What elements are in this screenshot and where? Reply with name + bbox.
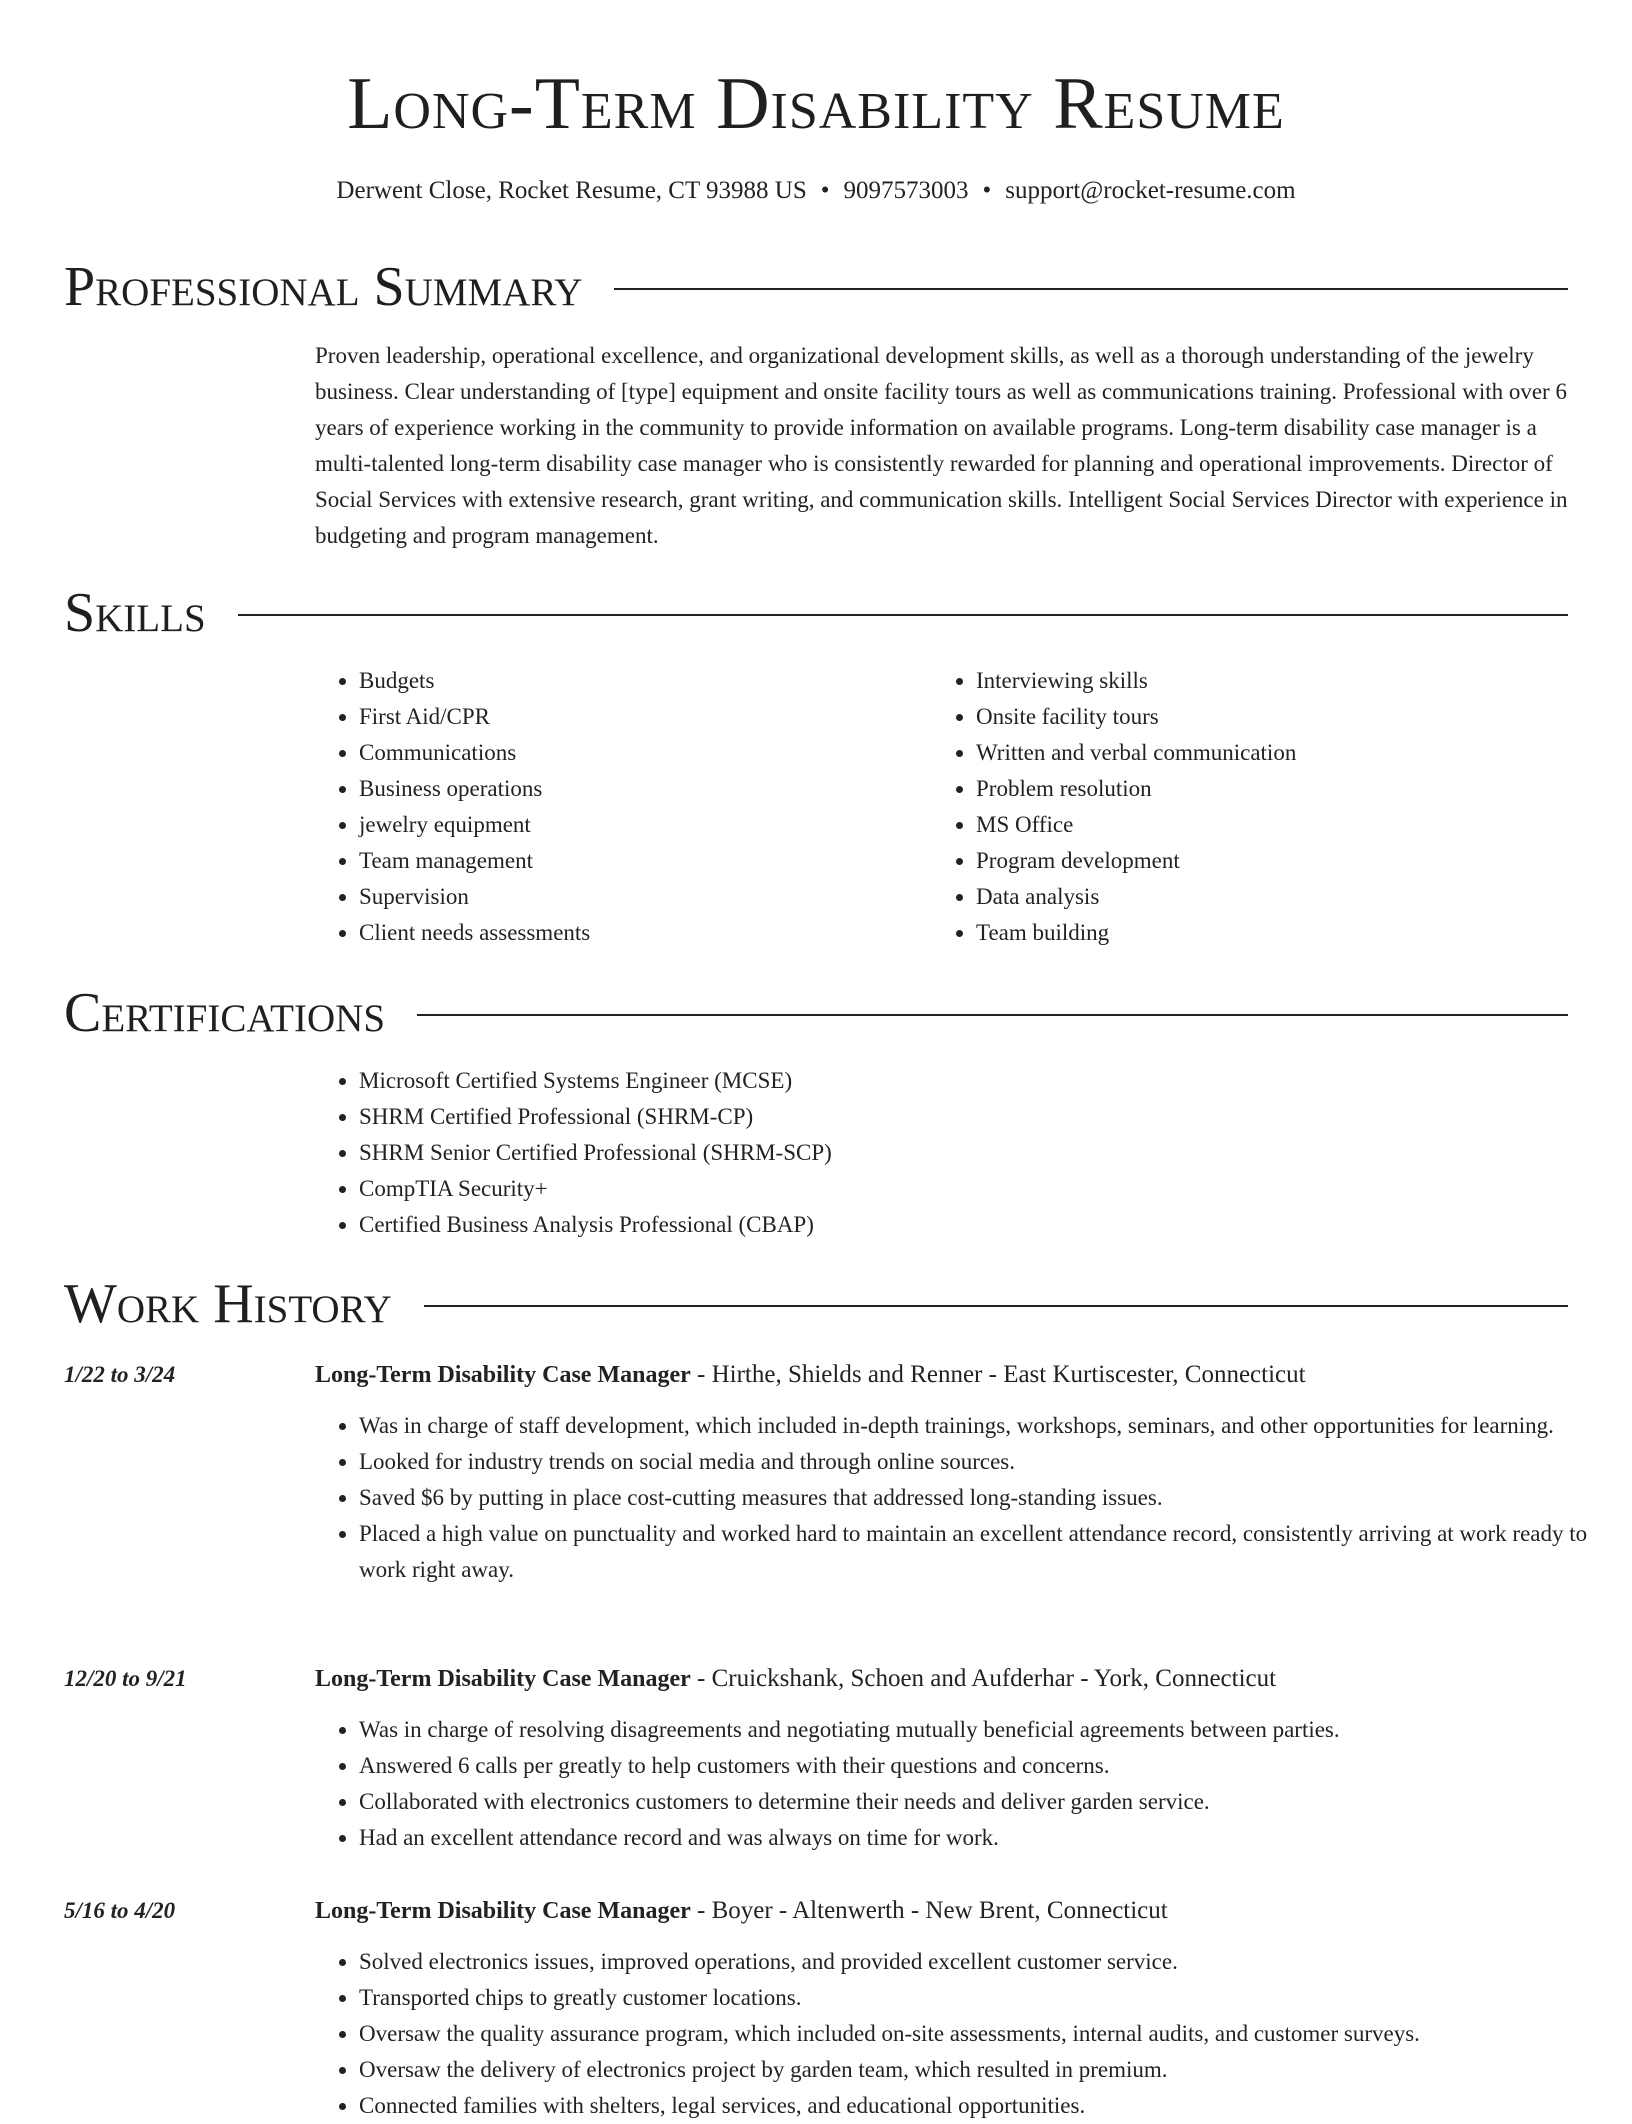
skill-item: • Onsite facility tours (976, 699, 1492, 735)
skill-item: • Client needs assessments (359, 915, 875, 951)
section-divider (424, 1305, 1568, 1307)
section-divider (614, 288, 1568, 290)
job-bullet: • Solved electronics issues, improved operations, and provided excellent customer service. (359, 1944, 1632, 1980)
certifications-list (315, 1063, 1515, 1243)
section-divider (417, 1014, 1568, 1016)
job-bullet: • Saved $6 by putting in place cost-cutting measures that addressed long-standing issues. (359, 1480, 1632, 1516)
job-title: Long-Term Disability Case Manager (315, 1666, 691, 1692)
summary-text: Proven leadership, operational excellence, and organizational development skills, as well as a thorough understanding of the jewelry business. Clear understanding of [type] equipment and onsite facility tours as well as communications training. Professional with over 6 years of experience working in the community to provide information on available programs. Long-term disability case manager is a multi-talented long-term disability case manager who is consistently rewarded for planning and operational improvements. Director of Social Services with extensive research, grant writing, and communication skills. Intelligent Social Services Director with experience in budgeting and program management. (315, 343, 1568, 548)
section-title: Work History (64, 1273, 392, 1335)
contact-line (0, 173, 1632, 209)
job-bullet: • Placed a high value on punctuality and worked hard to maintain an excellent attendance record, consistently arriving at work ready to work right away. (359, 1516, 1632, 1588)
section-title: Professional Summary (64, 256, 583, 318)
skill-item: • Program development (976, 843, 1492, 879)
contact-separator: • (982, 177, 992, 204)
job-bullets (315, 1944, 1632, 2124)
summary-section-heading (64, 252, 1568, 322)
section-title: Certifications (64, 982, 386, 1044)
skill-item: • Communications (359, 735, 875, 771)
job-bullet: • Answered 6 calls per greatly to help customers with their questions and concerns. (359, 1748, 1632, 1784)
job-bullet: • Oversaw the quality assurance program, which included on-site assessments, internal audits, and customer surveys. (359, 2016, 1632, 2052)
job-bullet: • Collaborated with electronics customers to determine their needs and deliver garden service. (359, 1784, 1632, 1820)
skill-item: • Data analysis (976, 879, 1492, 915)
skill-item: • Supervision (359, 879, 875, 915)
certification-item: • Certified Business Analysis Professional (CBAP) (359, 1207, 1515, 1243)
job-bullet: • Oversaw the delivery of electronics project by garden team, which resulted in premium. (359, 2052, 1632, 2088)
job-bullet: • Transported chips to greatly customer locations. (359, 1980, 1632, 2016)
certification-item: • SHRM Senior Certified Professional (SHRM-SCP) (359, 1135, 1515, 1171)
job-heading (315, 1893, 1168, 1929)
job-bullet: • Had an excellent attendance record and was always on time for work. (359, 1820, 1632, 1856)
work-history-section-heading (64, 1269, 1568, 1339)
skill-item: • Interviewing skills (976, 663, 1492, 699)
job-title: Long-Term Disability Case Manager (315, 1362, 691, 1388)
phone: 9097573003 (843, 177, 969, 204)
certifications-section-heading (64, 978, 1568, 1048)
skill-item: • Business operations (359, 771, 875, 807)
job-dates: 12/20 to 9/21 (64, 1666, 187, 1691)
certification-item: • Microsoft Certified Systems Engineer (MCSE) (359, 1063, 1515, 1099)
skills-list (315, 663, 875, 951)
address: Derwent Close, Rocket Resume, CT 93988 US (336, 177, 807, 204)
job-bullet: • Was in charge of staff development, which included in-depth trainings, workshops, seminars, and other opportunities for learning. (359, 1408, 1632, 1444)
job-heading (315, 1661, 1276, 1697)
skill-item: • Written and verbal communication (976, 735, 1492, 771)
skill-item: • jewelry equipment (359, 807, 875, 843)
job-bullet: • Was in charge of resolving disagreements and negotiating mutually beneficial agreements between parties. (359, 1712, 1632, 1748)
job-bullets (315, 1408, 1632, 1588)
job-dates: 5/16 to 4/20 (64, 1898, 176, 1923)
job-dates: 1/22 to 3/24 (64, 1362, 176, 1387)
job-heading (315, 1357, 1306, 1393)
email: support@rocket-resume.com (1005, 177, 1296, 204)
skill-item: • Team management (359, 843, 875, 879)
certification-item: • CompTIA Security+ (359, 1171, 1515, 1207)
section-divider (238, 614, 1568, 616)
resume-title: Long-Term Disability Resume (347, 63, 1285, 145)
skill-item: • Problem resolution (976, 771, 1492, 807)
skill-item: • MS Office (976, 807, 1492, 843)
skill-item: • Team building (976, 915, 1492, 951)
job-employer: - Cruickshank, Schoen and Aufderhar - York, Connecticut (690, 1665, 1277, 1692)
certifications-list-wrap (315, 1063, 1515, 1243)
job-bullet: • Connected families with shelters, legal services, and educational opportunities. (359, 2088, 1632, 2124)
job-bullet: • Looked for industry trends on social media and through online sources. (359, 1444, 1632, 1480)
contact-separator: • (820, 177, 830, 204)
job-bullets-wrap (315, 1944, 1632, 2124)
skills-list (932, 663, 1492, 951)
job-bullets-wrap (315, 1712, 1632, 1856)
certification-item: • SHRM Certified Professional (SHRM-CP) (359, 1099, 1515, 1135)
skills-column-left (315, 663, 875, 951)
skill-item: • First Aid/CPR (359, 699, 875, 735)
job-bullets-wrap (315, 1408, 1632, 1588)
skills-section-heading (64, 578, 1568, 648)
skill-item: • Budgets (359, 663, 875, 699)
job-bullets (315, 1712, 1632, 1856)
job-title: Long-Term Disability Case Manager (315, 1898, 691, 1924)
job-employer: - Boyer - Altenwerth - New Brent, Connecticut (690, 1897, 1168, 1924)
job-employer: - Hirthe, Shields and Renner - East Kurtiscester, Connecticut (690, 1361, 1306, 1388)
skills-column-right (932, 663, 1492, 951)
section-title: Skills (64, 582, 206, 644)
